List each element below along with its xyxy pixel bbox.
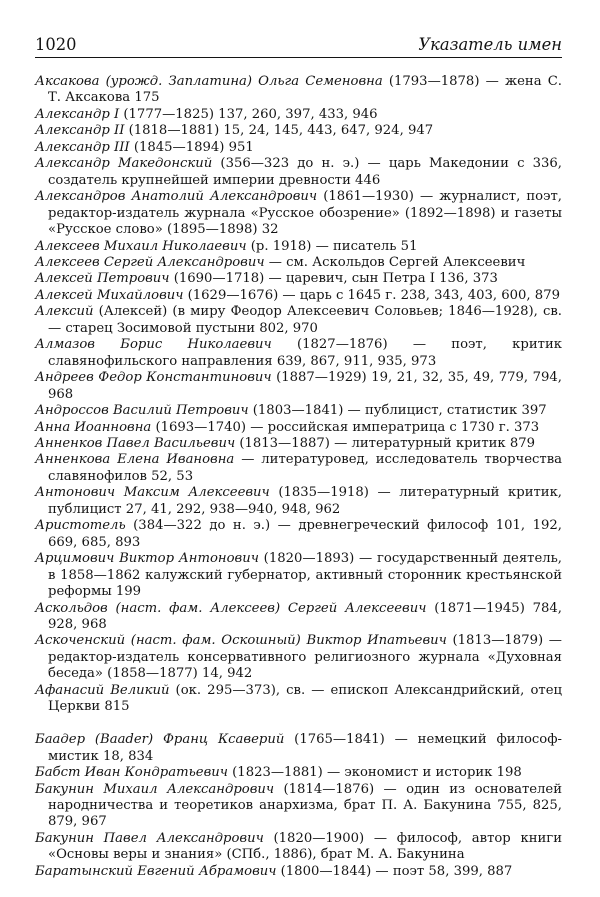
index-entry xyxy=(35,288,562,304)
entry-name: Анненков Павел Васильевич xyxy=(35,435,236,451)
entry-text: (1887—1929) 19, 21, 32, 35, 49, 779, 794, 968 xyxy=(48,370,562,402)
index-entry xyxy=(35,304,562,337)
entry-text: (1845—1894) 951 xyxy=(129,139,254,155)
entry-name: Александр Македонский xyxy=(35,156,213,172)
entry-text: (р. 1918) — писатель 51 xyxy=(246,238,418,254)
index-entry xyxy=(35,370,562,403)
letter-group-gap xyxy=(35,716,562,733)
entry-text: (384—322 до н. э.) — древнегреческий философ 101, 192, 669, 685, 893 xyxy=(48,518,562,550)
page-number: 1020 xyxy=(35,35,77,54)
entry-text: (1793—1878) — жена С. Т. Аксакова 175 xyxy=(48,74,562,106)
entry-name: Бакунин Павел Александрович xyxy=(35,830,264,846)
entry-text: (1820—1900) — философ, автор книги «Основы веры и знания» (СПб., 1886), брат М. А. Бакунина xyxy=(48,830,563,863)
entry-name: Арцимович Виктор Антонович xyxy=(35,551,259,567)
index-entry xyxy=(35,765,562,781)
entry-name: Александр I xyxy=(35,106,120,122)
entry-name: Александров Анатолий Александрович xyxy=(35,189,318,205)
index-entry xyxy=(35,601,562,634)
entry-name: Баратынский Евгений Абрамович xyxy=(35,863,277,879)
index-entry xyxy=(35,782,562,831)
entry-name: Алексей Михайлович xyxy=(35,287,184,303)
entry-text: (1629—1676) — царь с 1645 г. 238, 343, 403, 600, 879 xyxy=(183,287,560,303)
index-entry xyxy=(35,485,562,518)
index-entry xyxy=(35,156,562,189)
index-entry xyxy=(35,337,562,370)
section-title: Указатель имен xyxy=(418,35,562,54)
entry-name: Андреев Федор Константинович xyxy=(35,370,272,386)
entry-name: Анна Иоанновна xyxy=(35,419,152,435)
entry-text: (1813—1879) — редактор-издатель консервативного религиозного журнала «Духовная беседа» (1858—1877) 14, 942 xyxy=(48,633,562,682)
entry-name: Алексей Петрович xyxy=(35,271,170,287)
entry-text: (1693—1740) — российская императрица с 1730 г. 373 xyxy=(151,419,540,435)
entry-text: (1835—1918) — литературный критик, публицист 27, 41, 292, 938—940, 948, 962 xyxy=(48,485,562,517)
index-entry xyxy=(35,255,562,271)
entry-text: — см. Аскольдов Сергей Алексеевич xyxy=(264,254,526,270)
entry-name: Алексеев Сергей Александрович xyxy=(35,254,265,270)
index-entry xyxy=(35,864,562,880)
entry-name: Аристотель xyxy=(35,518,126,534)
entry-text: (1861—1930) — журналист, поэт, редактор-издатель журнала «Русское обозрение» (1892—1898) и газеты «Русское слово» (1895—1898) 32 xyxy=(48,189,562,238)
index-entry xyxy=(35,239,562,255)
index-entry xyxy=(35,74,562,107)
entry-name: Алмазов Борис Николаевич xyxy=(35,337,272,353)
entry-name: Бабст Иван Кондратьевич xyxy=(35,765,228,781)
index-entry xyxy=(35,683,562,716)
entry-name: Баадер (Baader) Франц Ксаверий xyxy=(35,732,285,748)
entry-text: (1820—1893) — государственный деятель, в 1858—1862 калужский губернатор, активный сторонник крестьянской реформы 199 xyxy=(48,551,562,600)
entry-text: (1765—1841) — немецкий философ-мистик 18, 834 xyxy=(48,732,562,764)
entry-name: Александр III xyxy=(35,139,130,155)
index-entry xyxy=(35,123,562,139)
entry-text: (1777—1825) 137, 260, 397, 433, 946 xyxy=(119,106,378,122)
index-entry xyxy=(35,271,562,287)
index-entry xyxy=(35,831,562,864)
index-entry xyxy=(35,518,562,551)
entry-text: (1814—1876) — один из основателей народничества и теоретиков анархизма, брат П. А. Бакунина 755, 825, 879, 967 xyxy=(48,781,563,830)
index-entry xyxy=(35,452,562,485)
entry-name: Андроссов Василий Петрович xyxy=(35,403,249,419)
entry-text: — литературовед, исследователь творчества славянофилов 52, 53 xyxy=(48,452,563,484)
index-entry xyxy=(35,107,562,123)
entry-name: Алексеев Михаил Николаевич xyxy=(35,238,247,254)
entry-text: (1690—1718) — царевич, сын Петра I 136, 373 xyxy=(169,271,498,287)
entry-text: (1813—1887) — литературный критик 879 xyxy=(235,435,536,451)
entry-text: (1800—1844) — поэт 58, 399, 887 xyxy=(276,863,513,879)
entry-name: Афанасий Великий xyxy=(35,682,170,698)
index-entry xyxy=(35,551,562,600)
entry-name: Анненкова Елена Ивановна xyxy=(35,452,235,468)
entry-text: (1871—1945) 784, 928, 968 xyxy=(48,600,562,632)
entry-name: Александр II xyxy=(35,123,125,139)
entry-text: (Алексей) (в миру Феодор Алексеевич Соловьев; 1846—1928), св. — старец Зосимовой пустыни 802, 970 xyxy=(48,304,562,336)
entry-text: (ок. 295—373), св. — епископ Александрийский, отец Церкви 815 xyxy=(48,682,562,715)
entry-text: (356—323 до н. э.) — царь Македонии с 336, создатель крупнейшей империи древности 446 xyxy=(48,156,562,188)
entry-name: Антонович Максим Алексеевич xyxy=(35,485,270,501)
index-entry xyxy=(35,436,562,452)
entry-text: (1827—1876) — поэт, критик славянофильского направления 639, 867, 911, 935, 973 xyxy=(48,337,562,369)
entry-name: Аксакова (урожд. Заплатина) Ольга Семеновна xyxy=(35,74,383,89)
index-entry xyxy=(35,140,562,156)
entry-name: Аскольдов (наст. фам. Алексеев) Сергей Алексеевич xyxy=(35,600,427,616)
index-entries xyxy=(35,74,562,880)
entry-name: Аскоченский (наст. фам. Оскошный) Виктор Ипатьевич xyxy=(35,633,447,649)
index-entry xyxy=(35,732,562,765)
index-entry xyxy=(35,189,562,238)
entry-text: (1803—1841) — публицист, статистик 397 xyxy=(248,403,547,419)
entry-name: Алексий xyxy=(35,304,94,320)
index-entry xyxy=(35,633,562,682)
index-entry xyxy=(35,420,562,436)
entry-name: Бакунин Михаил Александрович xyxy=(35,781,275,797)
entry-text: (1818—1881) 15, 24, 145, 443, 647, 924, 947 xyxy=(124,123,434,139)
entry-text: (1823—1881) — экономист и историк 198 xyxy=(227,765,522,781)
index-entry xyxy=(35,403,562,419)
page-header xyxy=(35,33,562,58)
